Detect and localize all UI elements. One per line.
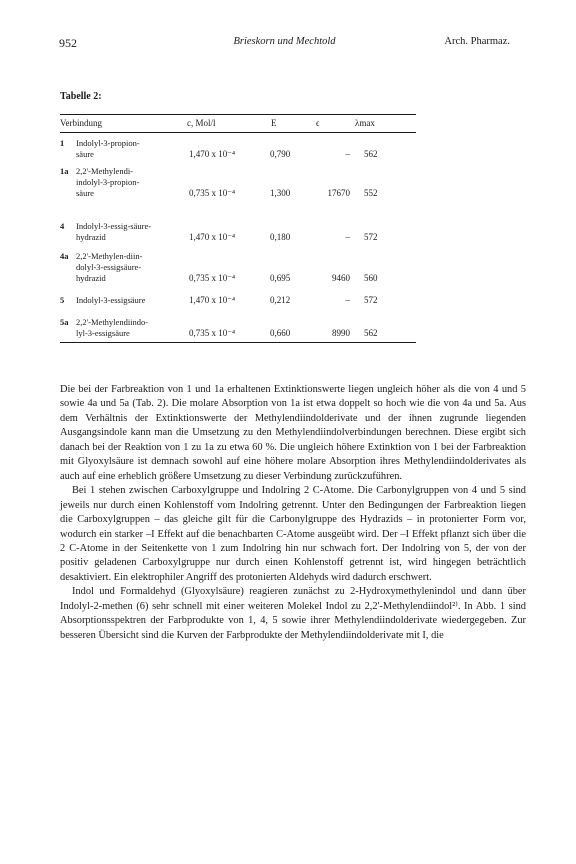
col-header-extinction: E [271,118,277,128]
compound-name: Indolyl-3-propion- säure [76,138,140,159]
compound-name: Indolyl-3-essig-säure- hydrazid [76,221,152,242]
compound-id: 1a [60,166,69,176]
cell-extinction: 0,790 [270,149,291,159]
cell-concentration: 0,735 x 10⁻⁴ [189,188,236,198]
compound-id: 4a [60,251,69,261]
table-row [60,138,416,160]
cell-extinction: 0,695 [270,273,291,283]
cell-lambda-max: 562 [364,149,378,159]
col-header-verbindung: Verbindung [60,118,102,128]
cell-concentration: 0,735 x 10⁻⁴ [189,273,236,283]
table-row [60,317,416,339]
running-authors: Brieskorn und Mechtold [233,36,336,47]
compound-id: 5a [60,317,69,327]
cell-epsilon: 8990 [332,328,350,338]
cell-epsilon: – [345,149,350,159]
cell-epsilon: 9460 [332,273,350,283]
table-row [60,166,416,199]
cell-lambda-max: 572 [364,232,378,242]
table-bottom-rule [60,342,416,343]
cell-lambda-max: 572 [364,295,378,305]
compound-id: 4 [60,221,65,231]
cell-lambda-max: 552 [364,188,378,198]
compound-id: 5 [60,295,65,305]
cell-concentration: 1,470 x 10⁻⁴ [189,149,236,159]
compound-id: 1 [60,138,65,148]
table-header-rule [60,132,416,133]
cell-epsilon: 17670 [327,188,350,198]
compound-name: 2,2'-Methylendiindo- lyl-3-essigsäure [76,317,149,338]
table-top-rule [60,114,416,115]
cell-concentration: 1,470 x 10⁻⁴ [189,232,236,242]
col-header-concentration: c, Mol/l [187,118,216,128]
paragraph-2: Bei 1 stehen zwischen Carboxylgruppe und Indolring 2 C-Atome. Die Carbonylgruppen von 4 und 5 sind jeweils nur durch einen Kohlenstoff vom Indolring getrennt. Unter den Bedingungen der Farbreaktion liegen die Carboxylgruppen – das gleiche gilt für die Carbonylgruppe des Hydrazids – in protonierter Form vor, wodurch ein starker –I Effekt auf die benachbarten C-Atome ausgeübt wird. Der –I Effekt pflanzt sich über die 2 C-Atome in der Seitenkette von 1 zum Indolring hin nur schwach fort. Der Indolring von 5, der von der positiv geladenen Carboxylgruppe nur durch einen Kohlenstoff getrennt ist, wird hingegen beträchtlich desaktiviert. Ein elektrophiler Angriff des protonierten Aldehyds wird dadurch erschwert. [60,485,526,583]
cell-extinction: 0,660 [270,328,291,338]
page-number: 952 [59,36,77,50]
cell-lambda-max: 562 [364,328,378,338]
cell-concentration: 0,735 x 10⁻⁴ [189,328,236,338]
col-header-lambda-max: λmax [355,118,375,128]
paragraph-3: Indol und Formaldehyd (Glyoxylsäure) reagieren zunächst zu 2-Hydroxymethylenindol und dann über Indolyl-2-methen (6) sehr schnell mit einer weiteren Molekel Indol zu 2,2'-Methylendiindol²⁾. In Abb. 1 sind Absorptionsspektren der Farbprodukte von 1, 4, 5 sowie ihrer Methylendiindolderivate wiedergegeben. Zur besseren Übersicht sind die Kurven der Farbprodukte der Methylendiindolderivate mit I, die [60,586,526,641]
cell-lambda-max: 560 [364,273,378,283]
paragraph-1: Die bei der Farbreaktion von 1 und 1a erhaltenen Extinktionswerte liegen ungleich höher als die von 4 und 5 sowie 4a und 5a (Tab. 2). Die molare Absorption von 1a ist etwa doppelt so hoch wie die von 4a und 5a. Aus dem Verhältnis der Extinktionswerte der Methylendiindolderivate und der ihnen zugrunde liegenden Ausgangsindole kann man die Umsetzung zu den Methylendiindolverbindungen berechnen. Diese ergibt sich danach bei der Reaktion von 1 zu 1a zu etwa 60 %. Die ungleich höhere Extinktion von 1 bei der Farbreaktion mit Glyoxylsäure ist demnach sowohl auf eine höhere molare Absorption ihres Methylendiindolderivates als auch auf eine erheblich größere Umsetzung zu dieser Verbindung zurückzuführen. [60,384,526,482]
cell-extinction: 0,180 [270,232,291,242]
table-row [60,221,416,243]
table-caption: Tabelle 2: [60,91,102,102]
body-text [60,383,526,643]
compound-name: Indolyl-3-essigsäure [76,295,146,305]
compound-name: 2,2'-Methylen-diin- dolyl-3-essigsäure- hydrazid [76,251,143,283]
compound-name: 2,2'-Methylendi- indolyl-3-propion- säure [76,166,140,198]
cell-epsilon: – [345,232,350,242]
cell-extinction: 0,212 [270,295,291,305]
table-row [60,251,416,284]
page-header [59,36,510,52]
cell-extinction: 1,300 [270,188,291,198]
journal-name: Arch. Pharmaz. [444,36,510,47]
cell-concentration: 1,470 x 10⁻⁴ [189,295,236,305]
col-header-epsilon: ϵ [316,118,320,128]
cell-epsilon: – [345,295,350,305]
table-row [60,295,416,306]
